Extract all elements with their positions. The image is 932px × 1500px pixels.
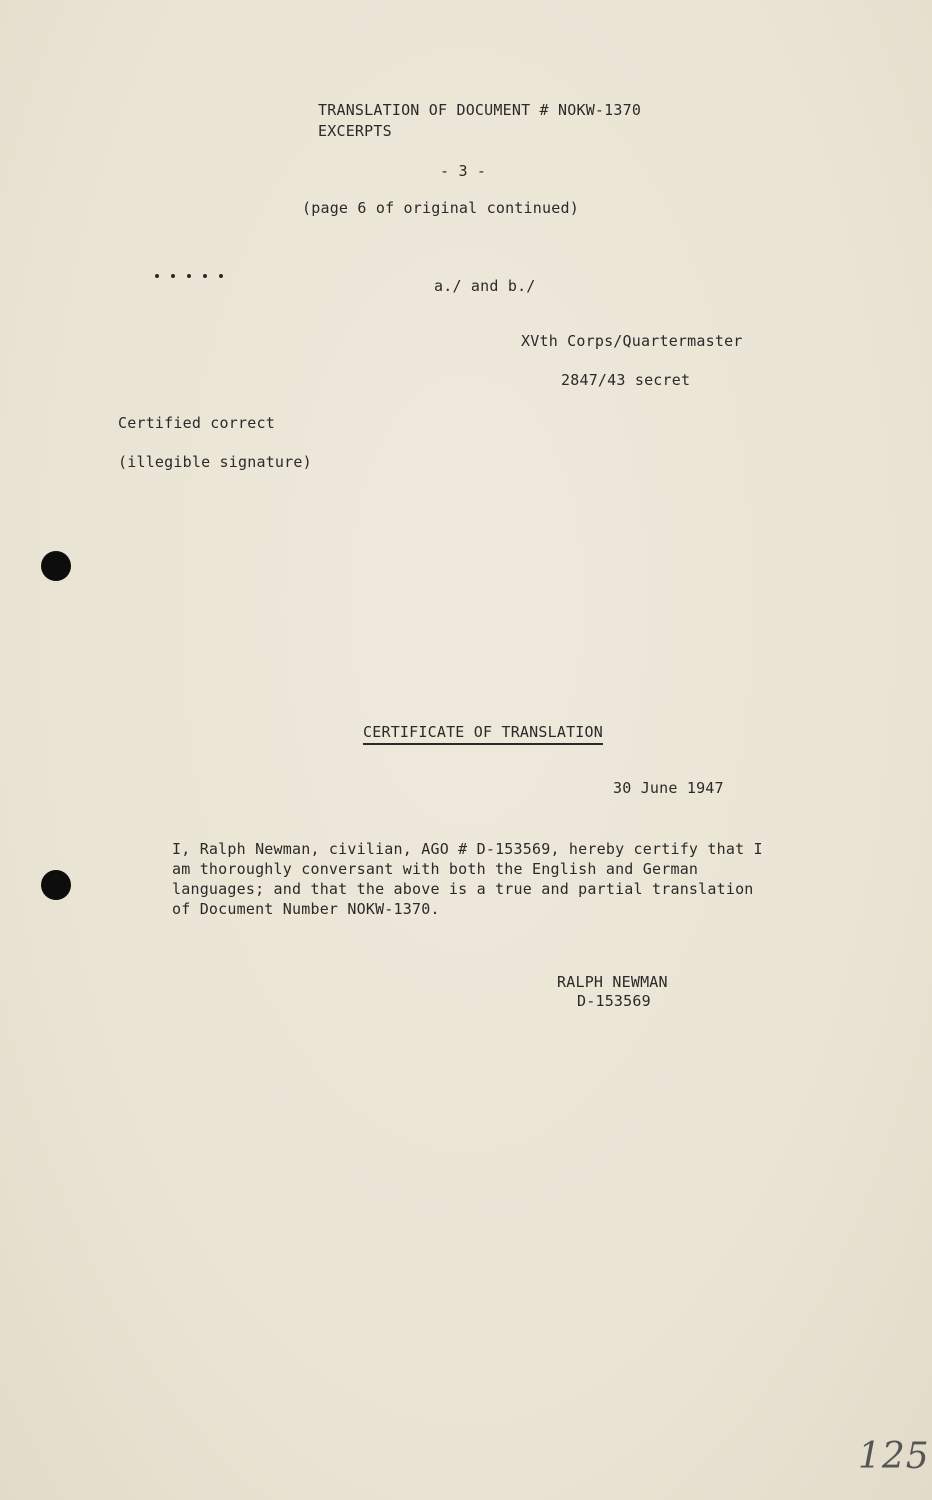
handwritten-page-number: 125: [858, 1436, 930, 1477]
illegible-signature: (illegible signature): [118, 453, 312, 471]
signer-id: D-153569: [577, 992, 651, 1010]
statement-line: languages; and that the above is a true and partial translation: [172, 880, 754, 898]
punch-hole: [41, 551, 71, 581]
statement-line: am thoroughly conversant with both the English and German: [172, 860, 699, 878]
certificate-heading: CERTIFICATE OF TRANSLATION: [363, 722, 603, 745]
statement-line: I, Ralph Newman, civilian, AGO # D-153569, hereby certify that I: [172, 840, 763, 858]
signer-name: RALPH NEWMAN: [557, 973, 668, 991]
continuation-note: (page 6 of original continued): [302, 199, 579, 217]
document-title: TRANSLATION OF DOCUMENT # NOKW-1370: [318, 101, 642, 119]
sections-label: a./ and b./: [434, 277, 536, 295]
page-number: - 3 -: [440, 162, 487, 180]
office-label: XVth Corps/Quartermaster: [521, 332, 743, 350]
reference-number: 2847/43 secret: [561, 371, 691, 389]
statement-line: of Document Number NOKW-1370.: [172, 900, 440, 918]
certificate-date: 30 June 1947: [613, 779, 724, 797]
punch-hole: [41, 870, 71, 900]
omission-ellipsis: [118, 243, 235, 303]
certified-correct: Certified correct: [118, 414, 275, 432]
document-subtitle: EXCERPTS: [318, 122, 392, 140]
